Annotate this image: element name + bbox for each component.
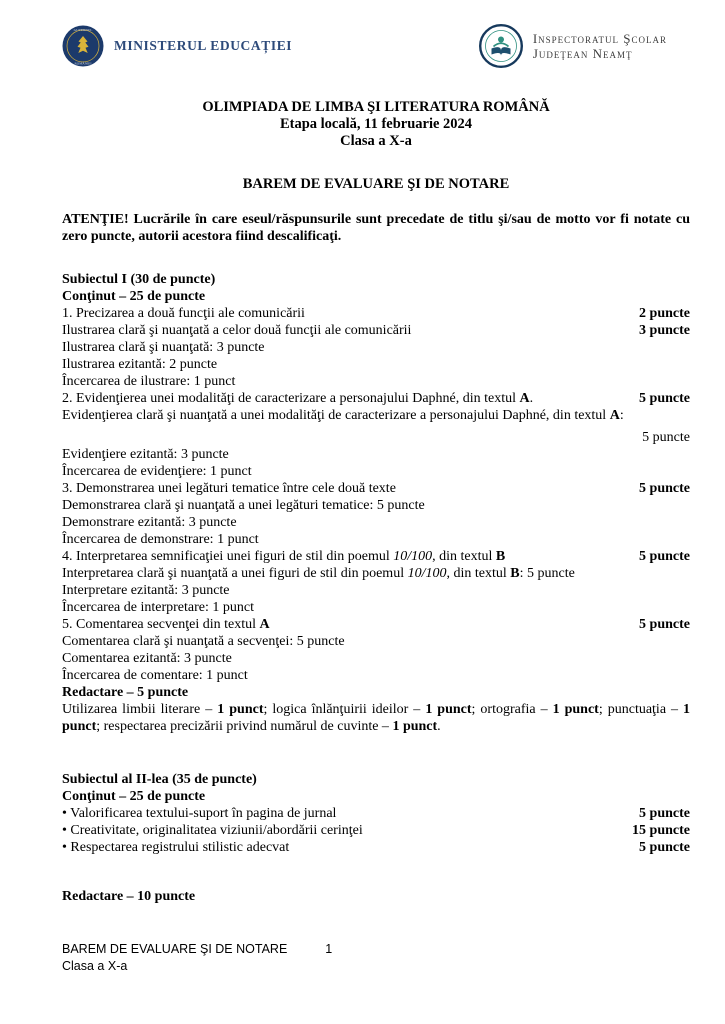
text-segment: Demonstrare ezitantă: 3 puncte [62,515,237,530]
document-line [62,373,690,390]
points-value: 2 puncte [639,306,690,321]
text-segment: 1 punct [425,702,472,717]
document-line [62,650,690,667]
document-line [62,446,690,463]
line-text [62,650,232,667]
criterion-1-detail [62,322,690,339]
line-text [62,407,624,424]
criterion-4-detail [62,565,690,582]
text-segment: Redactare – 10 puncte [62,889,196,904]
section-subiectul-1 [62,271,690,735]
line-text [62,497,425,514]
text-segment: Interpretarea clară şi nuanţată a unei figuri de stil din poemul [62,566,408,581]
olympiad-stage: Etapa locală, 11 februarie 2024 [279,116,473,132]
criterion-2-detail [62,407,690,424]
bullet-criterion [62,822,690,839]
inspectorate-label-line2: Judeţean Neamţ [532,46,633,61]
text-segment: Ilustrarea ezitantă: 2 puncte [62,357,218,372]
text-segment: A [519,391,530,406]
text-segment: 1 punct [392,719,438,734]
document-header [62,24,667,68]
text-segment: Conţinut – 25 de puncte [62,789,206,804]
text-segment: Încercarea de comentare: 1 punct [62,668,248,683]
line-text [62,531,259,548]
line-text [62,788,205,805]
line-text [62,599,254,616]
text-segment: Încercarea de evidenţiere: 1 punct [62,464,252,479]
text-segment: Ilustrarea clară şi nuanţată a celor două funcţii ale comunicării [62,323,412,338]
subiectul-2-heading [62,771,690,788]
line-text [62,839,289,856]
line-text [62,822,363,839]
line-text [62,548,505,565]
points-value: 3 puncte [639,323,690,338]
line-text [62,633,345,650]
line-text [62,356,217,373]
bullet-criterion [62,805,690,822]
text-segment: Încercarea de demonstrare: 1 punct [62,532,259,547]
line-text [62,616,270,633]
text-segment: 1 punct [62,702,691,734]
line-text [62,805,336,822]
line-text [62,888,195,905]
line-text [62,463,252,480]
text-segment: 5. Comentarea secvenţei din textul [62,617,260,632]
text-segment: 1. Precizarea a două funcţii ale comunicării [62,306,305,321]
text-segment: 10/100 [393,549,433,564]
line-text [62,565,575,582]
line-text [62,288,205,305]
line-text [62,771,257,788]
text-segment: A [259,617,270,632]
points-value: 5 puncte [639,840,690,855]
continut-1-heading [62,288,690,305]
bullet-criterion [62,839,690,856]
text-segment: : 5 puncte [519,566,575,581]
romania-government-seal-icon [62,25,104,67]
footer-page-number: 1 [325,942,333,956]
text-segment: 1 punct [217,702,264,717]
line-text [62,582,230,599]
section-subiectul-2 [62,771,690,905]
text-segment: A [609,408,620,423]
text-segment: B [510,566,520,581]
line-text [62,271,215,288]
text-segment: . [437,719,441,734]
text-segment: Utilizarea limbii literare – [62,702,218,717]
text-segment: Evidenţiere ezitantă: 3 puncte [62,447,229,462]
criterion-5 [62,616,690,633]
text-segment: 4. Interpretarea semnificaţiei unei figuri de stil din poemul [62,549,394,564]
redactare-2-heading [62,888,690,905]
line-text [62,667,248,684]
points-value: 5 puncte [639,391,690,406]
text-segment: Încercarea de interpretare: 1 punct [62,600,254,615]
text-segment: Subiectul I (30 de puncte) [62,272,216,287]
criterion-1 [62,305,690,322]
text-segment: . [529,391,534,406]
text-segment: Redactare – 5 puncte [62,685,189,700]
document-line [62,463,690,480]
document-line [62,514,690,531]
points-value: 5 puncte [639,617,690,632]
document-line [62,667,690,684]
document-line [62,356,690,373]
line-text [62,305,305,322]
ministry-label: MINISTERUL EDUCAȚIEI [114,38,293,53]
points-value: 5 puncte [639,806,690,821]
document-body [62,99,690,905]
text-segment: 10/100 [407,566,447,581]
footer-class-label: Clasa a X-a [62,959,128,973]
text-segment: : [619,408,624,423]
redactare-1-details [62,701,690,735]
criterion-4 [62,548,690,565]
text-segment: Subiectul al II-lea (35 de puncte) [62,772,257,787]
line-text [62,446,229,463]
text-segment: • Valorificarea textului-suport în pagina de jurnal [62,806,337,821]
text-segment: Evidenţierea clară şi nuanţată a unei modalităţi de caracterizare a personajului Daphné, din textul [62,408,610,423]
line-text [62,390,533,407]
text-segment: Încercarea de ilustrare: 1 punct [62,374,236,389]
subiectul-1-heading [62,271,690,288]
title-block [62,99,690,150]
line-text [62,684,188,701]
barem-heading: BAREM DE EVALUARE ŞI DE NOTARE [242,176,510,192]
text-segment: • Creativitate, originalitatea viziunii/abordării cerinţei [62,823,363,838]
text-segment: Comentarea ezitantă: 3 puncte [62,651,232,666]
text-segment: 1 punct [552,702,599,717]
document-line [62,339,690,356]
text-segment: , din textul [432,549,496,564]
document-line [62,633,690,650]
document-footer [62,941,332,975]
points-value: 5 puncte [642,430,690,445]
text-segment: ; punctuaţia – [598,702,684,717]
points-value: 5 puncte [639,549,690,564]
criterion-3 [62,480,690,497]
inspectorate-label-line1: Inspectoratul Şcolar [532,31,667,46]
text-segment: Comentarea clară şi nuanţată a secvenţei: 5 puncte [62,634,345,649]
text-segment: ; respectarea precizării privind numărul de cuvinte – [96,719,393,734]
seal-text-bottom: ROMÂNIEI [74,61,92,66]
document-line [62,531,690,548]
redactare-1-heading [62,684,690,701]
line-text [62,702,690,734]
text-segment: 3. Demonstrarea unei legături tematice între cele două texte [62,481,396,496]
olympiad-title: OLIMPIADA DE LIMBA ŞI LITERATURA ROMÂNĂ [202,99,550,115]
document-line [62,582,690,599]
inspectorate-brand [479,24,667,68]
line-text [62,373,235,390]
inspectorate-label [533,31,667,61]
criterion-2 [62,390,690,407]
document-line [62,497,690,514]
text-segment: ; logica înlănţuirii ideilor – [263,702,426,717]
emblem-person-shape [498,37,504,43]
text-segment: Ilustrarea clară şi nuanţată: 3 puncte [62,340,265,355]
points-value: 5 puncte [639,481,690,496]
line-text [62,480,396,497]
footer-row [62,941,332,958]
attention-note: ATENŢIE! Lucrările în care eseul/răspunsurile sunt precedate de titlu şi/sau de motto vor fi notate cu zero puncte, autorii acestora fiind descalificaţi. [62,212,690,244]
text-segment: Conţinut – 25 de puncte [62,289,206,304]
line-text [62,339,265,356]
continut-2-heading [62,788,690,805]
points-value: 15 puncte [632,823,690,838]
text-segment: • Respectarea registrului stilistic adecvat [62,840,290,855]
text-segment: ; ortografia – [471,702,553,717]
document-line [62,599,690,616]
ministry-brand [62,25,292,67]
line-text [62,322,411,339]
text-segment: 2. Evidenţierea unei modalităţi de caracterizare a personajului Daphné, din textul [62,391,520,406]
olympiad-class: Clasa a X-a [340,133,412,149]
school-inspectorate-emblem-icon [479,24,523,68]
line-text [62,514,237,531]
text-segment: Demonstrarea clară şi nuanţată a unei legături tematice: 5 puncte [62,498,425,513]
text-segment: , din textul [446,566,511,581]
points-only-line [62,424,690,446]
text-segment: Interpretare ezitantă: 3 puncte [62,583,230,598]
text-segment: B [495,549,506,564]
footer-doc-title: BAREM DE EVALUARE ŞI DE NOTARE [62,942,288,956]
seal-text-top: GUVERNUL [73,28,93,33]
